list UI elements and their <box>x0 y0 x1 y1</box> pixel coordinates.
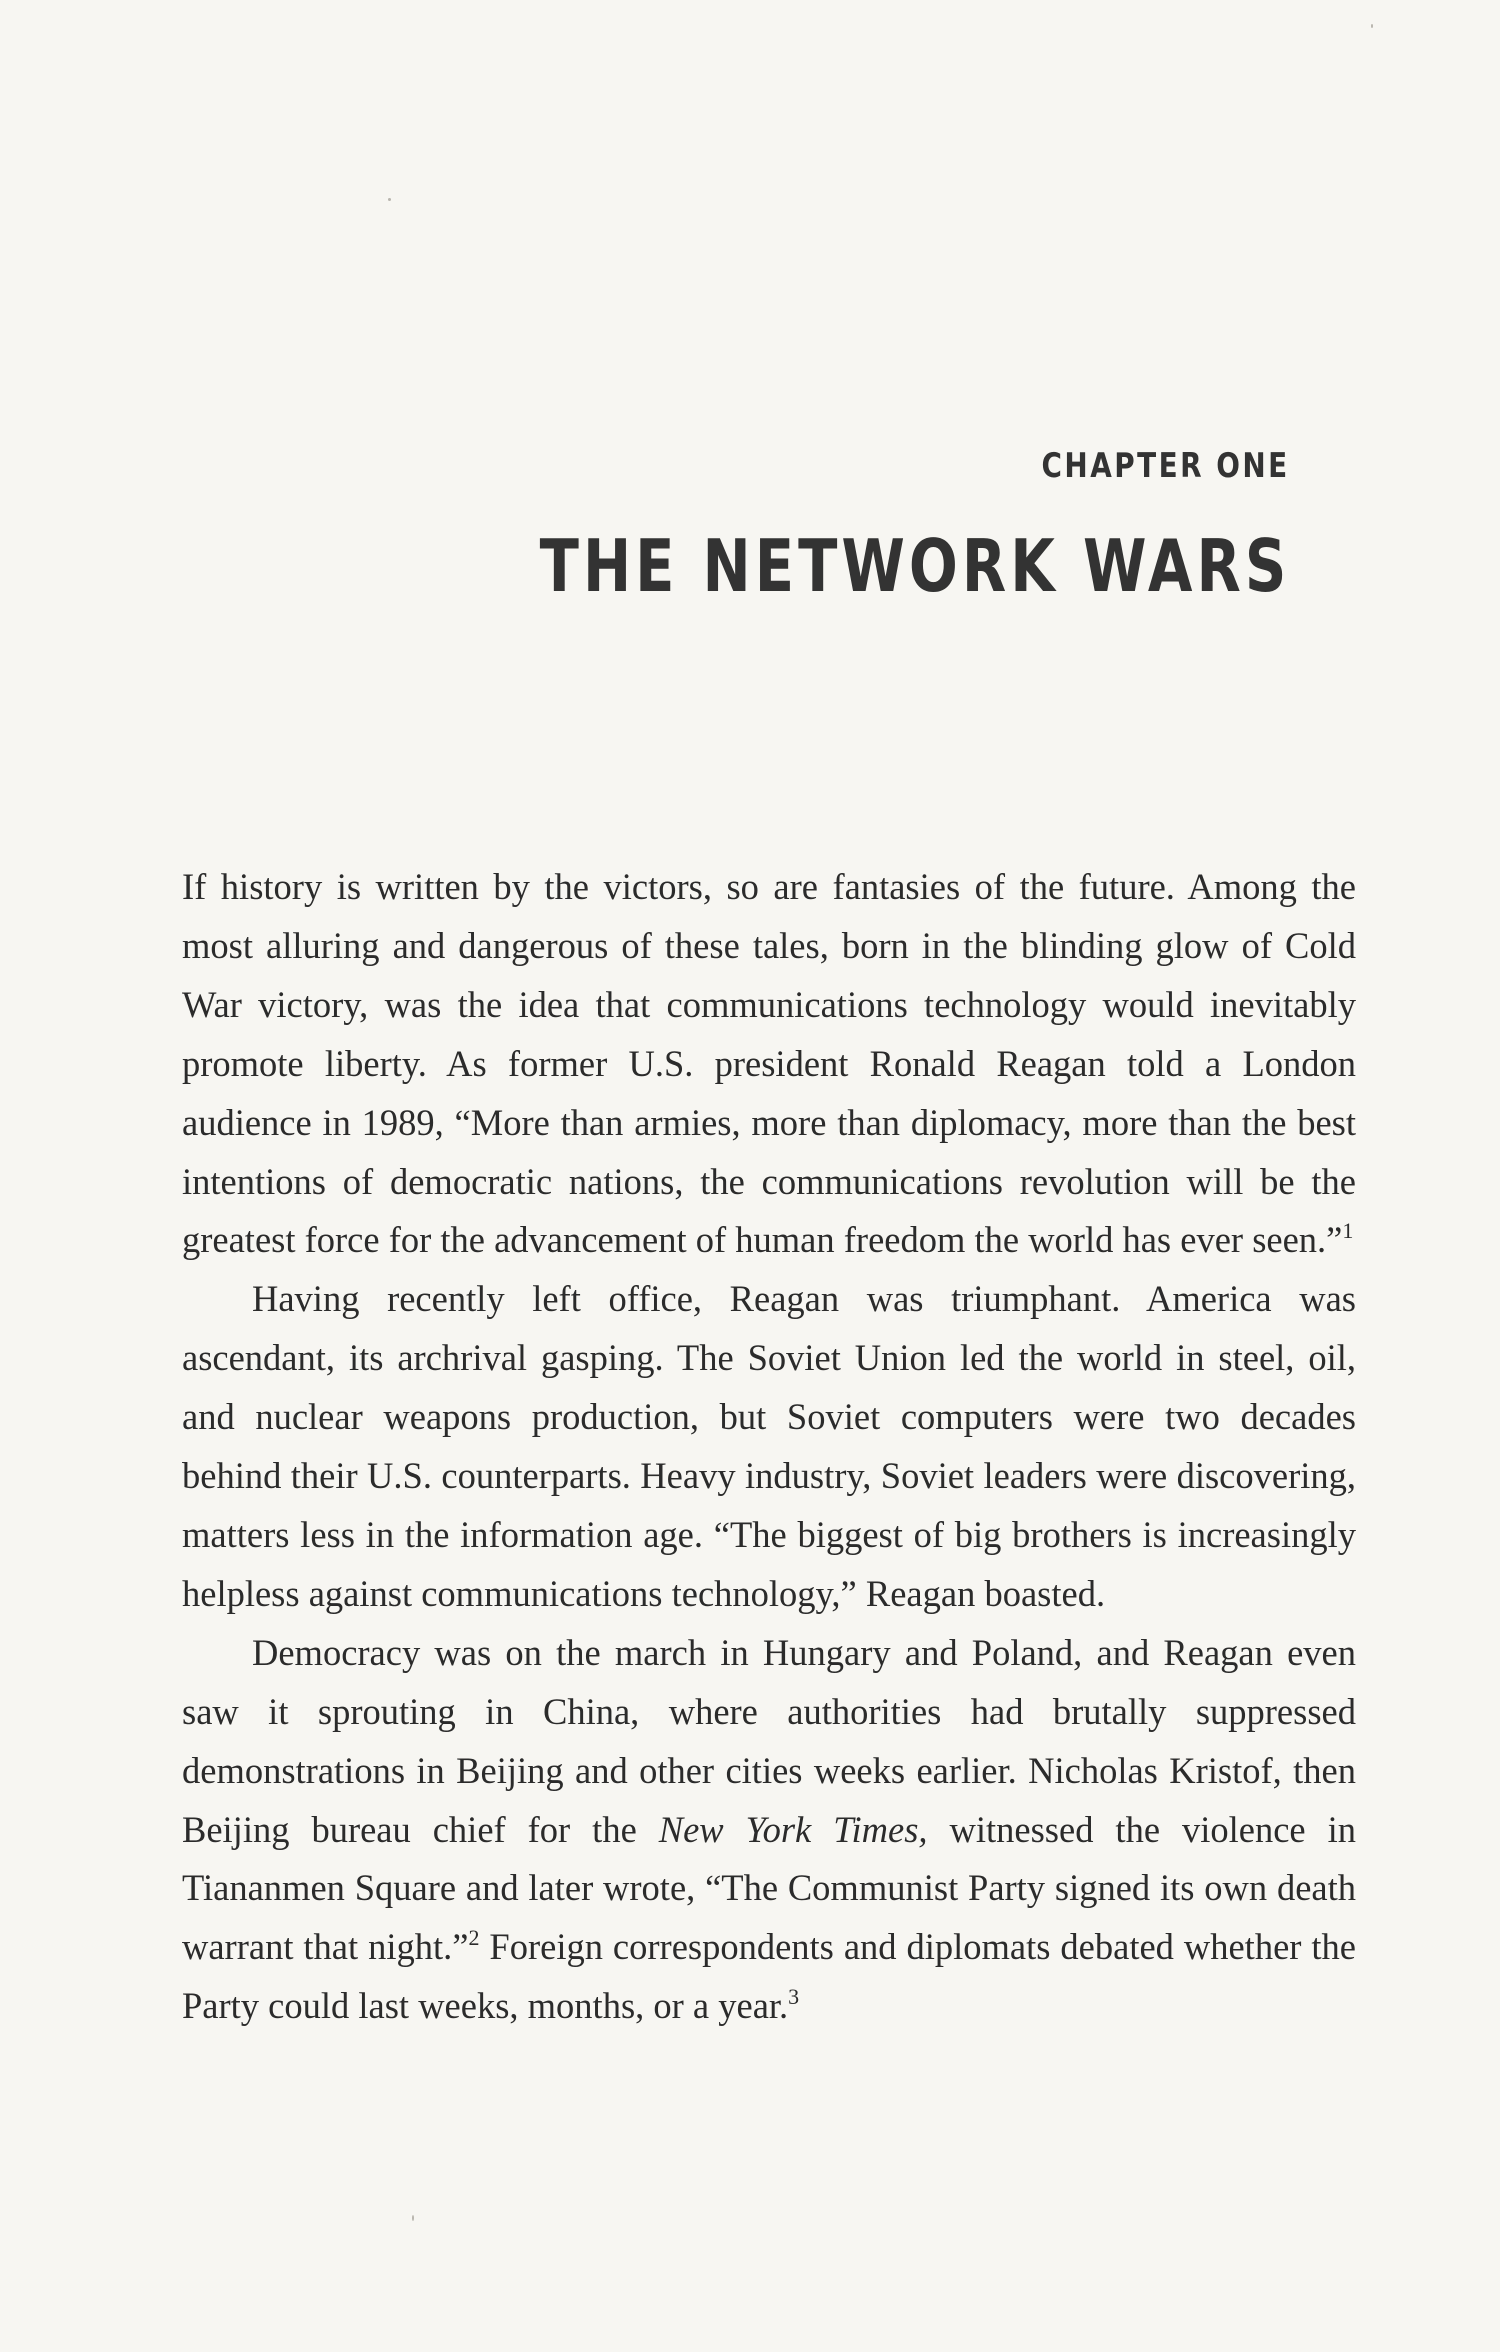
paragraph-2 <box>182 1270 1356 1623</box>
footnote-ref: 3 <box>788 1984 800 2010</box>
paragraph-text: Having recently left office, Reagan was triumphant. America was ascendant, its archrival gasping. The Soviet Union led the world in steel, oil, and nuclear weapons production, but Soviet computers were two decades behind their U.S. counterparts. Heavy industry, Soviet leaders were discovering, matters less in the information age. “The biggest of big brothers is increasingly helpless against communications technology,” Reagan boasted. <box>182 1278 1356 1614</box>
body-text <box>182 858 1356 2036</box>
chapter-title: THE NETWORK WARS <box>539 524 1290 608</box>
scan-speck <box>412 2215 414 2221</box>
paragraph-text: Democracy was on the march in Hungary and Poland, and Reagan even saw it sprouting in China, where authorities had brutally suppressed demonstrations in Beijing and other cities weeks earlier. Nicholas Kristof, then Beijing bureau chief for the <box>182 1631 1356 1850</box>
publication-title: New York Times, <box>658 1808 928 1850</box>
footnote-ref: 1 <box>1342 1218 1354 1244</box>
paragraph-3 <box>182 1624 1356 2036</box>
paragraph-text: witnessed the violence in Tiananmen Square and later wrote, “The Communist Party signed its own death warrant that night.” <box>182 1808 1357 1968</box>
paragraph-text: Foreign correspondents and diplomats debated whether the Party could last weeks, months, or a year. <box>182 1926 1356 2027</box>
footnote-ref: 2 <box>468 1925 480 1951</box>
scan-speck <box>1371 24 1373 28</box>
chapter-label: CHAPTER ONE <box>1041 446 1290 486</box>
paragraph-1 <box>182 858 1356 1270</box>
paragraph-text: If history is written by the victors, so are fantasies of the future. Among the most alluring and dangerous of these tales, born in the blinding glow of Cold War victory, was the idea that communications technology would inevitably promote liberty. As former U.S. president Ronald Reagan told a London audience in 1989, “More than armies, more than diplomacy, more than the best intentions of democratic nations, the communications revolution will be the greatest force for the advancement of human freedom the world has ever seen.” <box>182 866 1356 1261</box>
scan-speck <box>388 198 391 201</box>
